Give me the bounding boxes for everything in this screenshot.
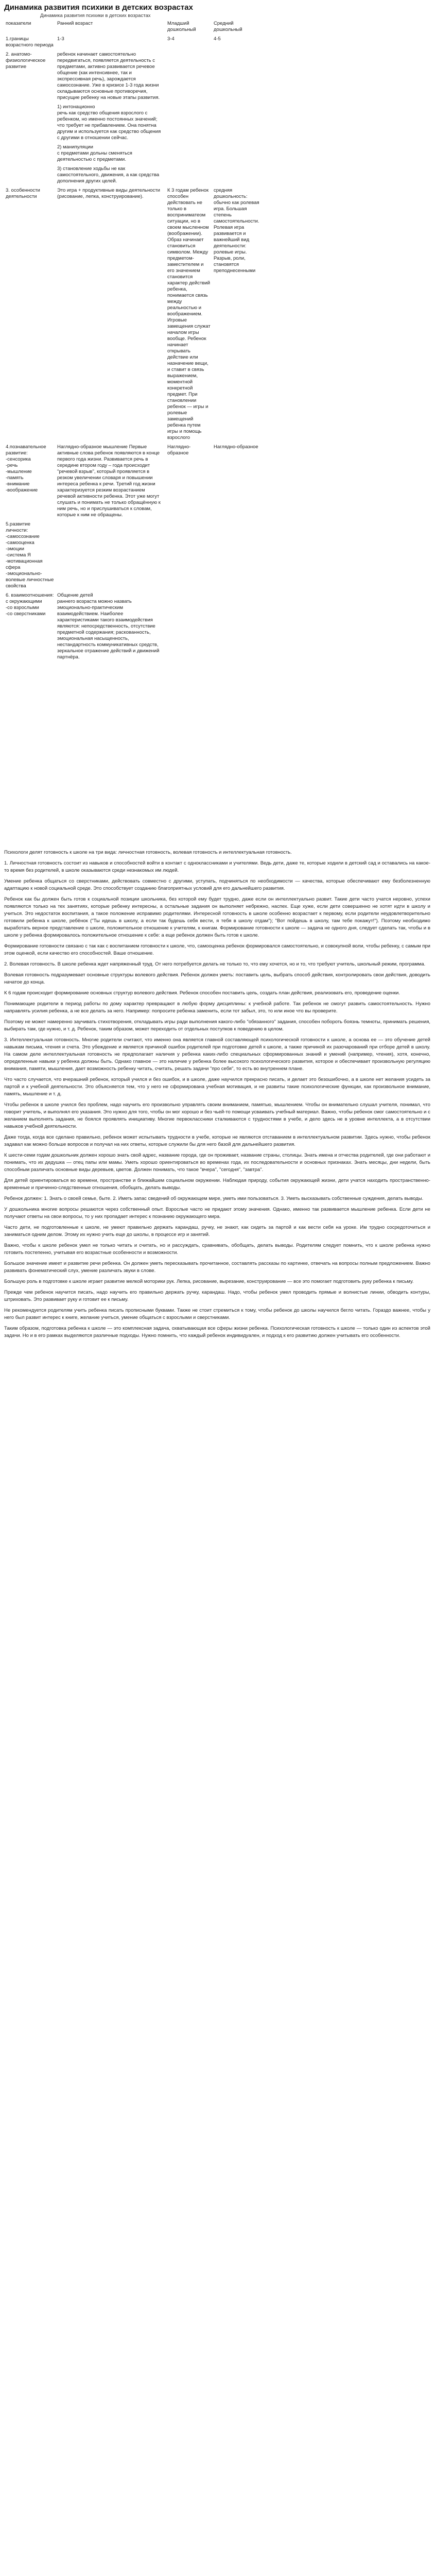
table-cell <box>166 50 212 103</box>
table-subheader-cell: 1-3 <box>57 36 64 42</box>
table-cell: ребенок начинает самостоятельно передвигаться, появляется деятельность с предметами, активно развивается речевое общение (как интенсивнее, так и экспрессивная речь), зарождается самосознание. Уже в кризисе 1-3 года жизни складываются основные противоречия, присущие ребенку на новые этапы развития. <box>57 52 160 100</box>
table-header-cell: Младший дошкольный <box>167 21 196 32</box>
table-cell <box>263 520 293 591</box>
table-cell <box>4 165 56 187</box>
paragraph: Умение ребенка общаться со сверстниками, действовать совместно с другими, уступать, подчиняться по необходимости — качества, которые обеспечивают ему безболезненную адаптацию к новой социальной среде. Это способствует созданию благоприятных условий для его дальнейшего развития. <box>4 878 430 891</box>
paragraph: Важно, чтобы к школе ребенок умел не только читать и считать, но и рассуждать, сравнивать, обобщать, делать выводы. Родителям следует помнить, что к школе ребенка нужно готовить постепенно, учитывая его возрастные особенности и возможности. <box>4 1243 430 1256</box>
paragraph: Поэтому не может намеренно заучивать стихотворения, откладывать игры ради выполнения какого-либо "обязанного" задания, способен побороть боязнь темноты, принимать решения, выбирать там, где нужно, и т. д. Ребенок, таким образом, может переходить от отдельных поступков к поведению в целом. <box>4 1019 430 1032</box>
table-cell <box>166 165 212 187</box>
table-cell <box>263 165 293 187</box>
paragraph: К шести-семи годам дошкольник должен хорошо знать свой адрес, название города, где он проживает, название страны, столицы. Знать имена и отчества родителей, где они работают и понимать, что их дедушка — отец папы или мамы. Уметь хорошо ориентироваться во временах года, их последовательности и основных признаках. Знать месяцы, дни недели, быть способным различать основные виды деревьев, цветов. Должен понимать, что такое "вчера", "сегодня", "завтра". <box>4 1153 430 1173</box>
paragraph: Психологи делят готовность к школе на три вида: личностная готовность, волевая готовность и интеллектуальная готовность. <box>4 850 292 855</box>
development-table <box>4 20 431 663</box>
paragraph: Что часто случается, что вчерашний ребенок, который учился и без ошибок, и в школе, даже научился прекрасно писать, и делает это безошибочно, а в школе нет желания усидеть за партой и к учебной деятельности. Это объясняется тем, что у него не сформирована учебная мотивация, и не развиты такие психологические функции, как произвольное внимание, память, мышление и т. д. <box>4 1077 430 1097</box>
table-cell: 3) становление ходьбы не как самостоятельного, движения, а как средства дополнения других целей. <box>57 166 160 184</box>
table-cell: 4.познавательное развитие: -сенсорика -речь -мышление -память -внимание -воображение <box>6 444 46 493</box>
table-cell: К 3 годам ребенок способен действовать не только в восприниматеом ситуации, но в своем мысленном (воображении). Образ начинает становиться символом. Между предметом-заместителем и его значением становится характер действий ребенка, понимается связь между реальностью и воображением. Игровые замещения служат началом игры вообще. Ребенок начинает открывать действие или назначение вещи, и ставит в связь выражением, моментной конкретной предмет. При становлении ребенок — игры и ролевые замещений ребенка путем игры и помощь взрослого <box>167 188 211 440</box>
table-cell <box>166 103 212 143</box>
table-cell <box>263 103 293 143</box>
table-cell <box>4 103 56 143</box>
table-cell: 5.развитие личности: -самосознание -самооценка -эмоции -система Я -мотивационная сфера -эмоционально-волевые личностные свойства <box>6 521 54 589</box>
paragraph: К 6 годам происходит формирование основных структур волевого действия. Ребенок способен поставить цель, создать план действия, реализовать его, проведение оценки. <box>4 990 400 996</box>
table-cell: Наглядно-образное <box>214 444 258 450</box>
paragraph: Чтобы ребенок в школе учился без проблем, надо научить его произвольно управлять своим вниманием, памятью, мышлением. Чтобы он внимательно слушал учителя, понимал, что говорит учитель, и выполнял его указания. Это нужно для того, чтобы он мог хорошо и без чьей-то помощи усваивать учебный материал. Важно, чтобы ребенок смог самостоятельно и с желанием выполнять задания, не боялся проявлять инициативу. Многие первоклассники сталкиваются с трудностями в учебе, и дело здесь не в уровне интеллекта, а в отсутствии навыков учебной деятельности. <box>4 1102 430 1129</box>
table-cell <box>212 165 263 187</box>
paragraph: Формирование готовности связано с так как с воспитанием готовности к школе, что, самооценка ребенок формировался самостоятельно, и совокупной воли, чтобы ребенку, с самым при этом оценкой, если качество его способностей. Ваше отношение. <box>4 943 430 956</box>
table-cell <box>56 520 166 591</box>
table-cell: Общение детей раннего возраста можно назвать эмоционально-практическим взаимодействием. Наиболее характеристиками такого взаимодействия являются: непосредственность, отсутствие предметной содержания; раскованность, эмоциональная насыщенность, нестандартность коммуникативных средств, зеркальное отражение действий и движений партнёра. <box>57 592 160 660</box>
paragraph: Таким образом, подготовка ребенка к школе — это комплексная задача, охватывающая все сферы жизни ребенка. Психологическая готовность к школе — только один из аспектов этой задачи. Но и в его рамках выделяются различные подходы. Нужно помнить, что каждый ребенок индивидуален, и подход к его развитию должен учитывать его особенности. <box>4 1326 430 1338</box>
table-header-cell: показатели <box>6 21 31 26</box>
table-cell <box>263 187 293 443</box>
paragraph: Большое значение имеет и развитие речи ребенка. Он должен уметь пересказывать прочитанное, составлять рассказы по картинке, отвечать на вопросы полным предложением. Важно развивать фонематический слух, умение различать звуки в слове. <box>4 1261 430 1274</box>
table-cell: Наглядно-образное <box>167 444 191 456</box>
table-cell <box>166 520 212 591</box>
table-cell <box>212 103 263 143</box>
table-cell: Наглядно-образное мышление Первые активные слова ребенок появляются в конце первого года жизни. Развивается речь в середине втором году – года происходит "речевой взрыв", который проявляется в резком увеличении словаря и повышении интереса ребенка к речи. Третий год жизни характеризуется резким возрастанием речевой активности ребенка. Этот уже могут слушать и понимать не только обращённую к ним речь, но и прислушиваться к словам, которые к ним не обращены. <box>57 444 161 518</box>
table-cell: средняя дошкольность: обычно как ролевая игра. Большая степень самостоятельности. Ролевая игра развивается и важнейший вид деятельности: ролевые игры. Разрыв, роли, становятся преподнесенными <box>214 188 259 274</box>
document-title: Динамика развития психики в детских возрастах <box>4 3 193 12</box>
table-cell: 3. особенности деятельности <box>6 188 40 199</box>
paragraph: У дошкольника многие вопросы решаются через собственный опыт. Взрослые часто не придают этому значения. Однако, именно так развивается мышление ребенка. Если дети не получают ответы на свои вопросы, то у них пропадает интерес к познанию окружающего мира. <box>4 1207 430 1219</box>
paragraph: Большую роль в подготовке к школе играет развитие мелкой моторики рук. Лепка, рисование, вырезание, конструирование — все это помогает подготовить руку ребенка к письму. <box>4 1279 414 1284</box>
table-cell: 6. взаимоотношения: с окружающими -со взрослыми -со сверстниками <box>6 592 54 617</box>
table-cell <box>212 591 263 663</box>
document-subtitle: Динамика развития психики в детских возрастах <box>40 13 151 19</box>
table-subheader-cell: 1.границы возрастного периода <box>6 36 54 48</box>
table-header-cell: Ранний возраст <box>57 21 93 26</box>
table-cell <box>166 143 212 165</box>
paragraph: Даже тогда, когда все сделано правильно, ребенок может испытывать трудности в учебе, которые не являются отставанием в интеллектуальном развитии. Здесь нужно, чтобы ребенок задавал как можно больше вопросов и получал на них ответы, которые служили бы для него базой для дальнейшего развития. <box>4 1134 430 1147</box>
table-cell <box>212 50 263 103</box>
paragraph: Волевая готовность подразумевает основные структуры волевого действия. Ребенок должен уметь: поставить цель, выбрать способ действия, контролировать свои действия, доводить начатое до конца. <box>4 972 430 985</box>
table-subheader-cell: 4-5 <box>214 36 221 42</box>
article-body <box>4 849 430 1343</box>
table-cell <box>263 50 293 103</box>
paragraph: Ребенок должен: 1. Знать о своей семье, быте. 2. Иметь запас сведений об окружающем мире, уметь ими пользоваться. 3. Уметь высказывать собственные суждения, делать выводы. <box>4 1196 424 1201</box>
table-cell: 2. анатомо-физиологическое развитие <box>6 52 46 70</box>
table-cell <box>263 143 293 165</box>
paragraph: 3. Интеллектуальная готовность. Многие родители считают, что именно она является главной составляющей психологической готовности к школе, а основа ее — это обучение детей навыкам письма, чтения и счета. Это убеждение и является причиной ошибок родителей при подготовке детей к школе, а также причиной их разочарований при отборе детей в школу. На самом деле интеллектуальная готовность не предполагает наличия у ребенка каких-либо специальных сформированных знаний и умений (например, чтения), хотя, конечно, определенные навыки у ребенка должны быть. Однако главное — это наличие у ребенка более высокого психологического развития, которое и обеспечивает произвольную регуляцию внимания, памяти, мышления, дает возможность ребенку читать, считать, решать задачи "про себя", то есть во внутреннем плане. <box>4 1037 430 1072</box>
table-cell: Это игра + продуктивные виды деятельности (рисование, лепка, конструирование). <box>57 188 160 199</box>
table-header-cell <box>263 20 293 35</box>
paragraph: 1. Личностная готовность состоит из навыков и способностей войти в контакт с одноклассниками и учителями. Ведь дети, даже те, которые ходили в детский сад и оставались на какое-то время без родителей, в школе оказываются среди незнакомых им людей. <box>4 860 430 873</box>
table-cell <box>4 143 56 165</box>
paragraph: Для детей ориентироваться во времени, пространстве и ближайшем социальном окружении. Наблюдая природу, события окружающей жизни, дети учатся находить пространственно-временные и причинно-следственные отношения, обобщать, делать выводы. <box>4 1178 430 1191</box>
table-cell <box>263 591 293 663</box>
table-subheader-cell: 3-4 <box>167 36 175 42</box>
table-cell <box>166 591 212 663</box>
paragraph: Ребенок как бы должен быть готов к социальной позиции школьника, без которой ему будет трудно, даже если он интеллектуально развит. Такие дети часто учатся неровно, успехи появляются только на тех занятиях, которые ребенку интересны, а остальные задания он выполняет небрежно, наспех. Еще хуже, если дети совершенно не хотят идти в школу и учиться. Это недостаток воспитания, а такое положение исправимо родителями. Интересной готовность в школе особенно возрастает к первому, если родители неудовлетворительно готовили ребенка к школе, ребёнок ("Ты идешь в школу, а если так будешь себя вести, я тебя в школу отдам"); "Вот пойдешь в школу, там тебе покажут!"). Поэтому необходимо выработать верное представление о школе, положительное отношение к учителям, к книгам. Формирование готовности к школе — задача не одного дня, следует сделать так, чтобы и в школе у ребенка формировалось положительное отношение к себе: а еще ребенок должен быть готов к школе. <box>4 896 430 938</box>
paragraph: Часто дети, не подготовленные к школе, не умеют правильно держать карандаш, ручку, не знают, как сидеть за партой и как вести себя на уроке. Им трудно сосредоточиться и заниматься одним делом. Этому их нужно учить еще до школы, в процессе игр и занятий. <box>4 1225 430 1238</box>
paragraph: Понимающие родители в период работы по дому характер превращают в любую форму дисциплины: к учебной работе. Так ребенок не смогут развить самостоятельность. Нужно направлять усилия ребенка, а не все делать за него. Например: попросите ребенка заменить, если тот забыл, это, то или иное что вы проверите. <box>4 1001 430 1014</box>
table-header-cell: Средний дошкольный <box>214 21 242 32</box>
paragraph: 2. Волевая готовность. В школе ребенка ждет напряженный труд. От него потребуется делать не только то, что ему хочется, но и то, что требуют учитель, школьный режим, программа. <box>4 961 426 967</box>
table-cell <box>212 143 263 165</box>
paragraph: Не рекомендуется родителям учить ребенка писать прописными буквами. Также не стоит стремиться к тому, чтобы ребенок до школы научился бегло читать. Гораздо важнее, чтобы у него был развит интерес к книге, желание учиться, умение общаться с взрослыми и сверстниками. <box>4 1308 430 1320</box>
table-cell: 1) интонационно речь как средство общения взрослого с ребенком, но именно постоянных значений; что требует не прибавлением. Она понятна другим и используется как средство общения с другими в отношении сейчас. <box>57 104 161 141</box>
table-subheader-cell <box>263 35 293 50</box>
table-cell <box>212 520 263 591</box>
table-cell: 2) манипуляции с предметами дольны сменяться деятельностью с предметами. <box>57 144 132 162</box>
paragraph: Прежде чем ребенок научится писать, надо научить его правильно держать ручку, карандаш. Надо, чтобы ребенок умел проводить прямые и волнистые линии, обводить контуры, штриховать. Это развивает руку и готовит ее к письму. <box>4 1290 430 1302</box>
table-cell <box>263 443 293 520</box>
